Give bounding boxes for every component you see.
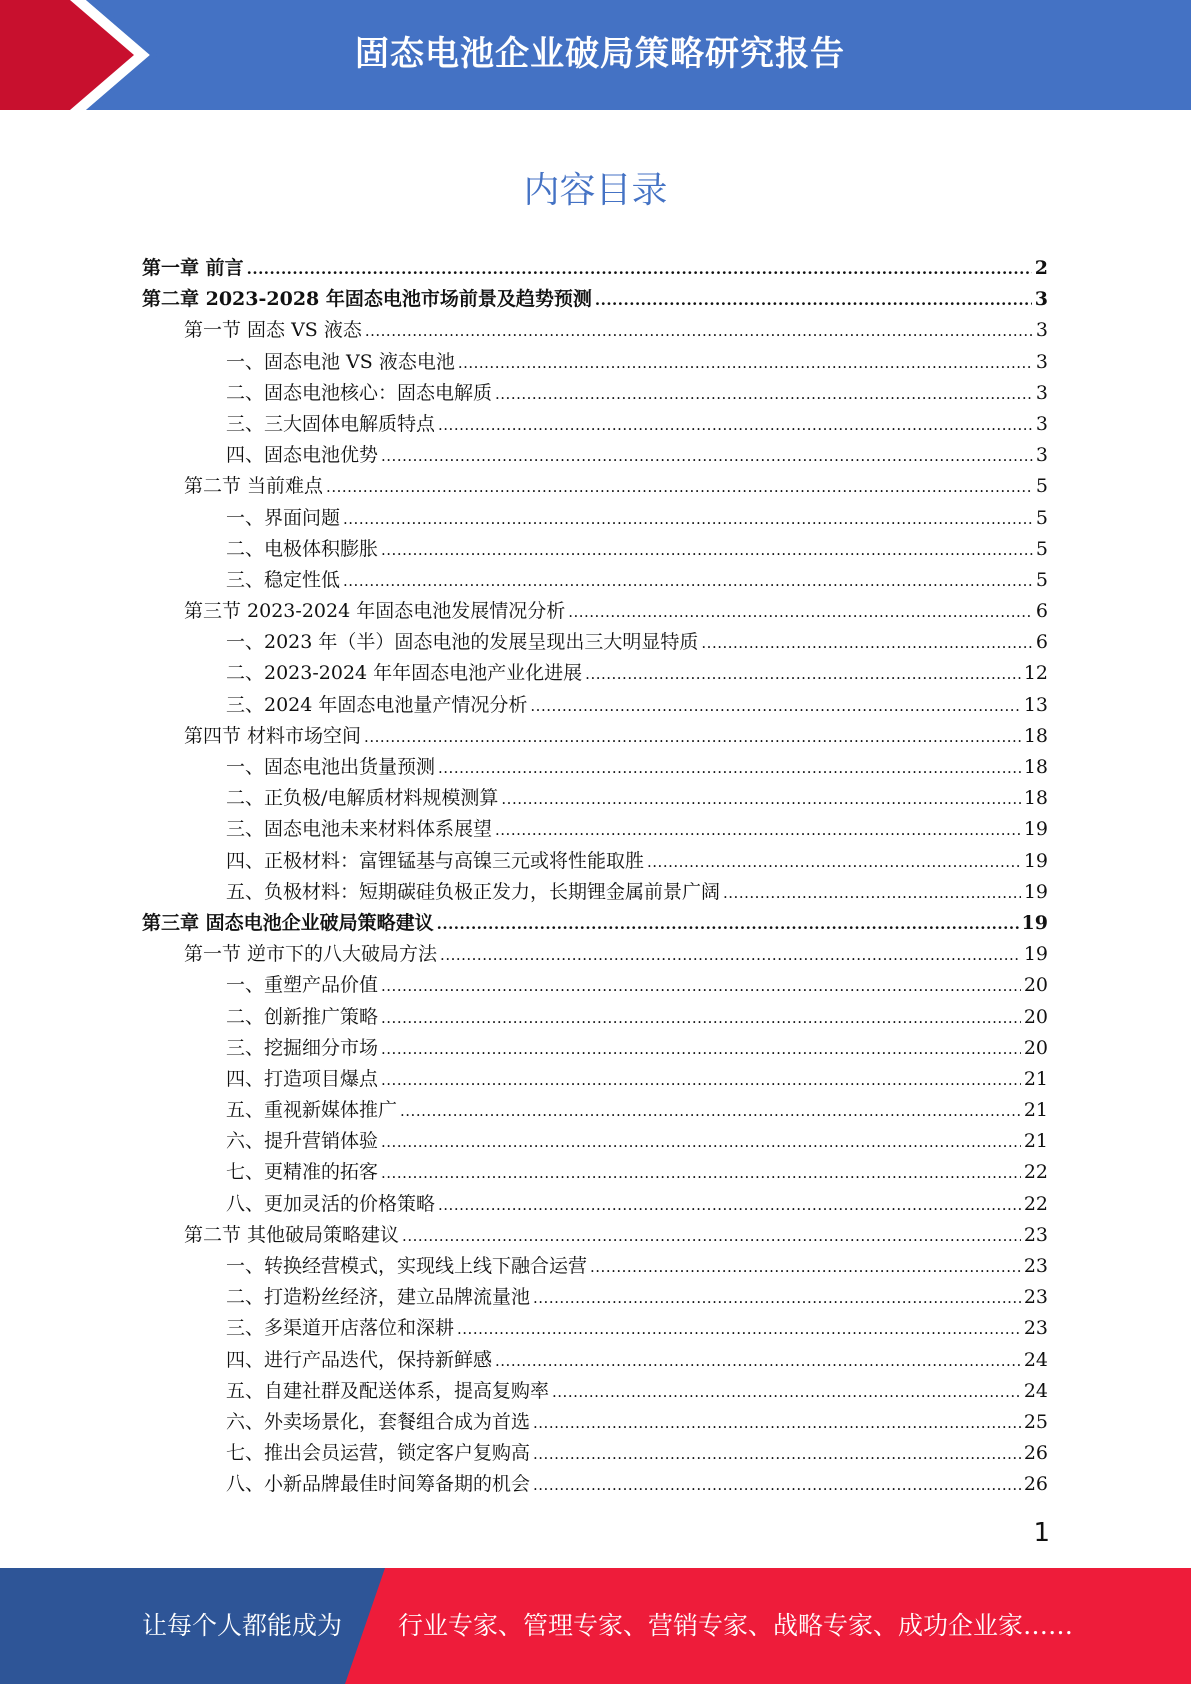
toc-page-number: 21 bbox=[1023, 1099, 1048, 1122]
toc-dot-leader bbox=[701, 628, 1033, 659]
toc-entry-title: 第三章 固态电池企业破局策略建议 bbox=[142, 911, 434, 934]
toc-subsection-row[interactable] bbox=[142, 534, 1048, 565]
toc-entry-title: 一、转换经营模式，实现线上线下融合运营 bbox=[226, 1255, 588, 1277]
toc-subsection-row[interactable] bbox=[142, 752, 1048, 783]
toc-dot-leader bbox=[501, 784, 1020, 815]
toc-dot-leader bbox=[437, 909, 1019, 940]
toc-entry-title: 一、固态电池 VS 液态电池 bbox=[226, 350, 455, 373]
toc-dot-leader bbox=[457, 1314, 1021, 1345]
toc-page-number: 3 bbox=[1035, 319, 1048, 342]
toc-subsection-row[interactable] bbox=[142, 1033, 1048, 1064]
toc-entry-title: 第二节 当前难点 bbox=[184, 475, 324, 498]
toc-section-row[interactable] bbox=[142, 471, 1048, 502]
footer-slogan-right: 行业专家、管理专家、营销专家、战略专家、成功企业家…… bbox=[398, 1611, 1074, 1640]
toc-dot-leader bbox=[343, 566, 1033, 597]
toc-page-number: 20 bbox=[1023, 1036, 1048, 1059]
toc-entry-title: 三、稳定性低 bbox=[226, 568, 341, 591]
toc-subsection-row[interactable] bbox=[142, 440, 1048, 471]
toc-subsection-row[interactable] bbox=[142, 1438, 1048, 1469]
toc-subsection-row[interactable] bbox=[142, 1064, 1048, 1095]
toc-page-number: 20 bbox=[1023, 1005, 1048, 1028]
toc-entry-title: 第三节 2023-2024 年固态电池发展情况分析 bbox=[184, 600, 566, 623]
toc-subsection-row[interactable] bbox=[142, 565, 1048, 596]
toc-dot-leader bbox=[495, 379, 1033, 410]
toc-entry-title: 一、固态电池出货量预测 bbox=[226, 756, 436, 778]
toc-entry-title: 五、重视新媒体推广 bbox=[226, 1099, 398, 1122]
page-number: 1 bbox=[1033, 1518, 1050, 1548]
toc-entry-title: 二、打造粉丝经济，建立品牌流量池 bbox=[226, 1286, 531, 1309]
toc-dot-leader bbox=[533, 1283, 1021, 1314]
toc-page-number: 24 bbox=[1023, 1348, 1048, 1371]
toc-subsection-row[interactable] bbox=[142, 783, 1048, 814]
toc-page-number: 19 bbox=[1023, 818, 1048, 841]
toc-dot-leader bbox=[568, 597, 1033, 628]
toc-page-number: 21 bbox=[1023, 1067, 1048, 1090]
toc-entry-title: 四、正极材料：富锂锰基与高镍三元或将性能取胜 bbox=[226, 849, 645, 872]
toc-page-number: 18 bbox=[1023, 724, 1048, 747]
toc-dot-leader bbox=[381, 1003, 1021, 1034]
toc-page-number: 21 bbox=[1023, 1130, 1048, 1153]
toc-page-number: 22 bbox=[1023, 1161, 1048, 1184]
toc-page-number: 3 bbox=[1035, 412, 1048, 435]
toc-entry-title: 三、三大固体电解质特点 bbox=[226, 412, 436, 435]
toc-page-number: 19 bbox=[1023, 943, 1048, 966]
toc-entry-title: 二、创新推广策略 bbox=[226, 1005, 379, 1028]
toc-page-number: 3 bbox=[1035, 381, 1048, 404]
toc-entry-title: 一、界面问题 bbox=[226, 506, 341, 529]
toc-subsection-row[interactable] bbox=[142, 1313, 1048, 1344]
toc-entry-title: 五、自建社群及配送体系，提高复购率 bbox=[226, 1379, 550, 1402]
toc-page-number: 20 bbox=[1023, 974, 1048, 997]
toc-page-number: 24 bbox=[1023, 1379, 1048, 1402]
footer-banner bbox=[0, 1568, 1191, 1684]
toc-page-number: 6 bbox=[1035, 631, 1048, 654]
toc-entry-title: 第一节 逆市下的八大破局方法 bbox=[184, 943, 438, 966]
toc-dot-leader bbox=[533, 1408, 1021, 1439]
toc-entry-title: 六、提升营销体验 bbox=[226, 1130, 379, 1153]
toc-subsection-row[interactable] bbox=[142, 1189, 1048, 1220]
toc-entry-title: 三、挖掘细分市场 bbox=[226, 1036, 379, 1059]
toc-entry-title: 三、2024 年固态电池量产情况分析 bbox=[226, 693, 528, 716]
toc-subsection-row[interactable] bbox=[142, 409, 1048, 440]
toc-entry-title: 七、更精准的拓客 bbox=[226, 1161, 379, 1184]
report-title: 固态电池企业破局策略研究报告 bbox=[355, 34, 845, 74]
toc-dot-leader bbox=[530, 691, 1020, 722]
toc-dot-leader bbox=[364, 722, 1021, 753]
toc-dot-leader bbox=[440, 940, 1021, 971]
toc-page-number: 26 bbox=[1023, 1473, 1048, 1496]
toc-subsection-row[interactable] bbox=[142, 846, 1048, 877]
toc-page-number: 19 bbox=[1021, 911, 1048, 934]
toc-dot-leader bbox=[585, 659, 1021, 690]
toc-dot-leader bbox=[458, 348, 1033, 379]
toc-page-number: 5 bbox=[1035, 537, 1048, 560]
toc-dot-leader bbox=[381, 971, 1021, 1002]
toc-page-number: 26 bbox=[1023, 1442, 1048, 1465]
toc-entry-title: 六、外卖场景化，套餐组合成为首选 bbox=[226, 1410, 531, 1433]
toc-dot-leader bbox=[365, 316, 1033, 347]
toc-subsection-row[interactable] bbox=[142, 347, 1048, 378]
footer-slogan-left: 让每个人都能成为 bbox=[142, 1611, 343, 1640]
toc-entry-title: 二、固态电池核心：固态电解质 bbox=[226, 381, 493, 404]
header-banner bbox=[0, 0, 1191, 110]
toc-chapter-row[interactable] bbox=[142, 253, 1048, 284]
toc-heading: 内容目录 bbox=[523, 170, 668, 211]
toc-subsection-row[interactable] bbox=[142, 1407, 1048, 1438]
toc-page-number: 5 bbox=[1035, 506, 1048, 529]
toc-entry-title: 第四节 材料市场空间 bbox=[184, 724, 362, 747]
toc-subsection-row[interactable] bbox=[142, 627, 1048, 658]
toc-dot-leader bbox=[381, 441, 1033, 472]
toc-subsection-row[interactable] bbox=[142, 1095, 1048, 1126]
toc-page-number: 3 bbox=[1035, 444, 1048, 467]
toc-entry-title: 二、正负极/电解质材料规模测算 bbox=[226, 787, 499, 810]
toc-page-number: 12 bbox=[1023, 662, 1048, 685]
toc-entry-title: 二、电极体积膨胀 bbox=[226, 537, 379, 560]
toc-section-row[interactable] bbox=[142, 939, 1048, 970]
toc-page-number: 3 bbox=[1035, 350, 1048, 373]
toc-entry-title: 五、负极材料：短期碳硅负极正发力，长期锂金属前景广阔 bbox=[226, 880, 721, 903]
toc-entry-title: 第一节 固态 VS 液态 bbox=[184, 319, 362, 342]
toc-subsection-row[interactable] bbox=[142, 1345, 1048, 1376]
toc-subsection-row[interactable] bbox=[142, 503, 1048, 534]
toc-page-number: 23 bbox=[1023, 1223, 1048, 1246]
toc-page-number: 3 bbox=[1034, 288, 1048, 311]
toc-dot-leader bbox=[647, 847, 1021, 878]
toc-entry-title: 第二章 2023-2028 年固态电池市场前景及趋势预测 bbox=[142, 288, 592, 311]
toc-dot-leader bbox=[533, 1470, 1021, 1501]
toc-subsection-row[interactable] bbox=[142, 1376, 1048, 1407]
toc-page-number: 19 bbox=[1023, 849, 1048, 872]
toc-dot-leader bbox=[247, 254, 1032, 285]
toc-dot-leader bbox=[381, 535, 1033, 566]
toc-page-number: 22 bbox=[1023, 1192, 1048, 1215]
toc-dot-leader bbox=[495, 1346, 1021, 1377]
toc-entry-title: 八、更加灵活的价格策略 bbox=[226, 1192, 436, 1215]
toc-entry-title: 三、固态电池未来材料体系展望 bbox=[226, 818, 493, 841]
toc-entry-title: 三、多渠道开店落位和深耕 bbox=[226, 1317, 455, 1340]
toc-chapter-row[interactable] bbox=[142, 908, 1048, 939]
toc-dot-leader bbox=[402, 1221, 1021, 1252]
toc-dot-leader bbox=[438, 753, 1021, 784]
toc-entry-title: 第一章 前言 bbox=[142, 257, 244, 279]
toc-dot-leader bbox=[438, 410, 1033, 441]
toc-subsection-row[interactable] bbox=[142, 1002, 1048, 1033]
toc-entry-title: 第二节 其他破局策略建议 bbox=[184, 1223, 400, 1246]
toc-dot-leader bbox=[326, 472, 1033, 503]
toc-dot-leader bbox=[381, 1127, 1021, 1158]
toc-entry-title: 七、推出会员运营，锁定客户复购高 bbox=[226, 1442, 531, 1465]
toc-page-number: 25 bbox=[1023, 1410, 1048, 1433]
toc-subsection-row[interactable] bbox=[142, 814, 1048, 845]
table-of-contents bbox=[142, 253, 1048, 1501]
toc-page-number: 18 bbox=[1023, 787, 1048, 810]
toc-dot-leader bbox=[438, 1190, 1021, 1221]
toc-section-row[interactable] bbox=[142, 315, 1048, 346]
toc-subsection-row[interactable] bbox=[142, 1469, 1048, 1500]
toc-subsection-row[interactable] bbox=[142, 378, 1048, 409]
toc-dot-leader bbox=[381, 1065, 1021, 1096]
toc-section-row[interactable] bbox=[142, 1220, 1048, 1251]
toc-page-number: 18 bbox=[1023, 756, 1048, 778]
toc-page-number: 5 bbox=[1035, 568, 1048, 591]
toc-page-number: 23 bbox=[1023, 1317, 1048, 1340]
toc-chapter-row[interactable] bbox=[142, 284, 1048, 315]
toc-dot-leader bbox=[533, 1439, 1021, 1470]
toc-dot-leader bbox=[723, 878, 1021, 909]
toc-section-row[interactable] bbox=[142, 721, 1048, 752]
toc-entry-title: 八、小新品牌最佳时间筹备期的机会 bbox=[226, 1473, 531, 1496]
toc-dot-leader bbox=[595, 285, 1032, 316]
toc-page-number: 23 bbox=[1023, 1286, 1048, 1309]
toc-entry-title: 二、2023-2024 年年固态电池产业化进展 bbox=[226, 662, 583, 685]
toc-entry-title: 四、固态电池优势 bbox=[226, 444, 379, 467]
toc-subsection-row[interactable] bbox=[142, 877, 1048, 908]
toc-entry-title: 一、2023 年（半）固态电池的发展呈现出三大明显特质 bbox=[226, 631, 699, 654]
toc-entry-title: 四、进行产品迭代，保持新鲜感 bbox=[226, 1348, 493, 1371]
toc-page-number: 13 bbox=[1023, 693, 1048, 716]
toc-section-row[interactable] bbox=[142, 596, 1048, 627]
toc-subsection-row[interactable] bbox=[142, 658, 1048, 689]
toc-dot-leader bbox=[381, 1158, 1021, 1189]
toc-subsection-row[interactable] bbox=[142, 1126, 1048, 1157]
toc-page-number: 5 bbox=[1035, 475, 1048, 498]
toc-entry-title: 四、打造项目爆点 bbox=[226, 1067, 379, 1090]
toc-page-number: 19 bbox=[1023, 880, 1048, 903]
toc-dot-leader bbox=[495, 815, 1021, 846]
toc-dot-leader bbox=[381, 1034, 1021, 1065]
toc-page-number: 2 bbox=[1034, 257, 1048, 279]
toc-dot-leader bbox=[400, 1096, 1021, 1127]
toc-entry-title: 一、重塑产品价值 bbox=[226, 974, 379, 997]
toc-dot-leader bbox=[552, 1377, 1021, 1408]
toc-subsection-row[interactable] bbox=[142, 690, 1048, 721]
toc-subsection-row[interactable] bbox=[142, 970, 1048, 1001]
toc-subsection-row[interactable] bbox=[142, 1251, 1048, 1282]
toc-page-number: 6 bbox=[1035, 600, 1048, 623]
toc-dot-leader bbox=[343, 504, 1033, 535]
toc-dot-leader bbox=[590, 1252, 1021, 1283]
toc-page-number: 23 bbox=[1023, 1255, 1048, 1277]
toc-subsection-row[interactable] bbox=[142, 1157, 1048, 1188]
toc-subsection-row[interactable] bbox=[142, 1282, 1048, 1313]
